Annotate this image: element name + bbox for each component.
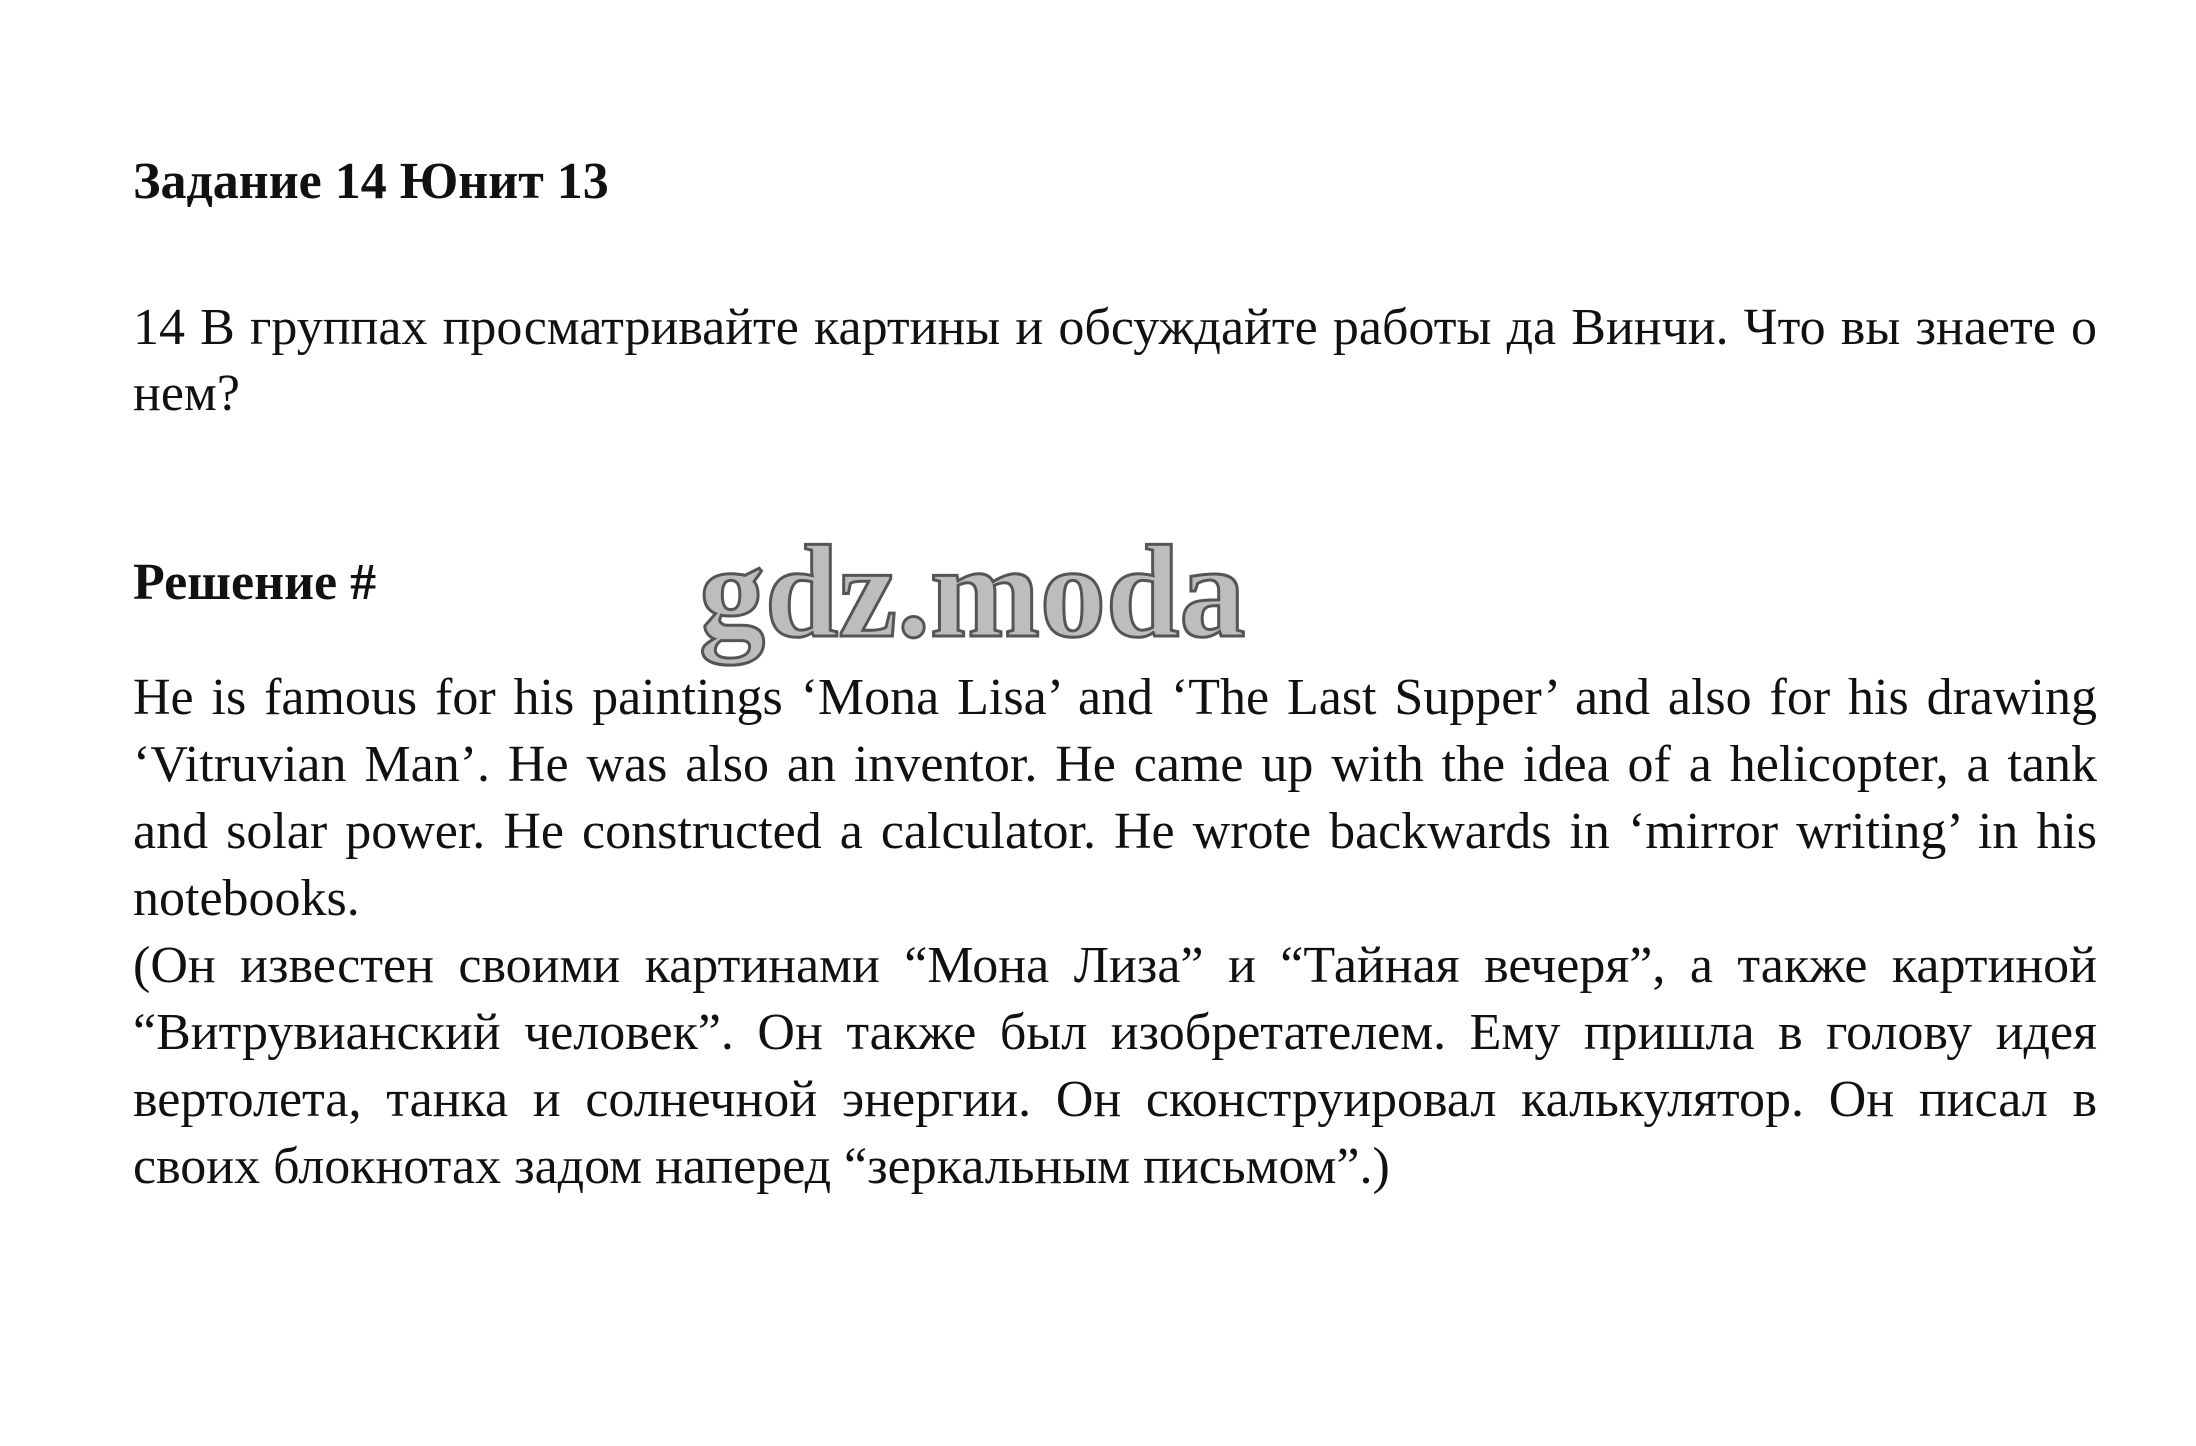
solution-heading: Решение # bbox=[133, 554, 377, 611]
task-heading: Задание 14 Юнит 13 bbox=[133, 153, 609, 210]
answer-english: He is famous for his paintings ‘Mona Lisa’ and ‘The Last Supper’ and also for his drawing ‘Vitruvian Man’. He was also an inventor. He came up with the idea of a helicopter, a tank and solar power. He constructed a calculator. He wrote backwards in ‘mirror writing’ in his notebooks. bbox=[133, 669, 2097, 927]
watermark-logo bbox=[693, 518, 1333, 678]
task-text: 14 В группах просматривайте картины и обсуждайте работы да Винчи. Что вы знаете о нем? bbox=[133, 299, 2097, 422]
watermark-text: gdz.moda bbox=[699, 518, 1246, 665]
answer-russian: (Он известен своими картинами “Мона Лиза” и “Тайная вечеря”, а также картиной “Витрувианский человек”. Он также был изобретателем. Ему пришла в голову идея вертолета, танка и солнечной энергии. Он сконструировал калькулятор. Он писал в своих блокнотах задом наперед “зеркальным письмом”.) bbox=[133, 937, 2097, 1195]
